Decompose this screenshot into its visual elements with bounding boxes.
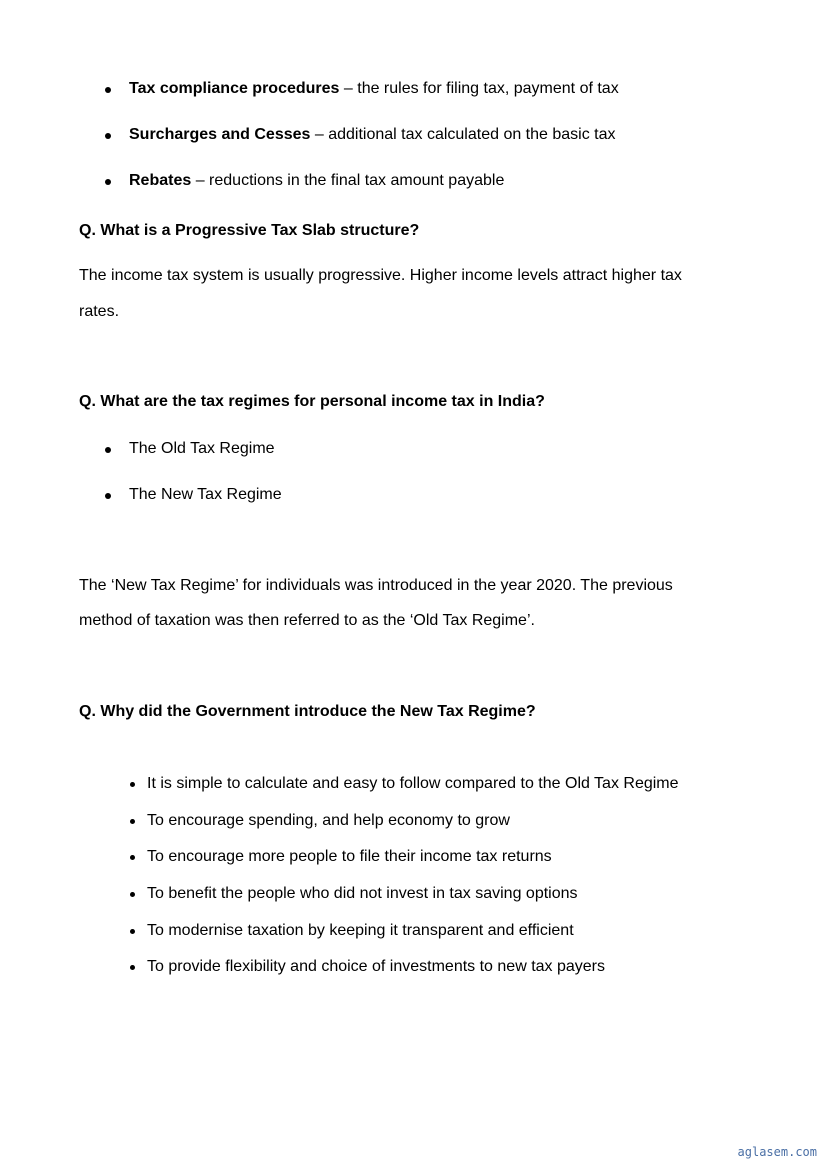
watermark-link[interactable]: aglasem.com — [737, 1145, 817, 1159]
list-item: To encourage spending, and help economy to grow — [147, 812, 510, 829]
bullet-icon — [130, 892, 135, 897]
bullet-icon — [130, 855, 135, 860]
list-item: The Old Tax Regime — [129, 440, 275, 457]
bullet-icon — [105, 447, 111, 453]
list-item: To modernise taxation by keeping it transparent and efficient — [147, 922, 574, 939]
list-item — [129, 126, 616, 144]
paragraph-text: method of taxation was then referred to as the ‘Old Tax Regime’. — [79, 612, 535, 629]
bullet-icon — [105, 493, 111, 499]
bullet-icon — [130, 819, 135, 824]
bullet-icon — [130, 929, 135, 934]
answer-text: rates. — [79, 303, 120, 320]
list-item: To encourage more people to file their income tax returns — [147, 848, 552, 865]
bullet-icon — [105, 179, 111, 185]
question-heading: Q. What are the tax regimes for personal income tax in India? — [79, 393, 545, 410]
list-item-term: Tax compliance procedures — [129, 80, 340, 97]
list-item: The New Tax Regime — [129, 486, 282, 503]
bullet-icon — [105, 133, 111, 139]
list-item-desc: – the rules for filing tax, payment of tax — [339, 80, 619, 97]
list-item-term: Rebates — [129, 172, 192, 189]
paragraph-text: The ‘New Tax Regime’ for individuals was introduced in the year 2020. The previous — [79, 577, 673, 594]
list-item: It is simple to calculate and easy to follow compared to the Old Tax Regime — [147, 775, 679, 792]
answer-text: The income tax system is usually progressive. Higher income levels attract higher tax — [79, 267, 682, 284]
list-item-desc: – reductions in the final tax amount payable — [191, 172, 505, 189]
list-item: To provide flexibility and choice of investments to new tax payers — [147, 958, 606, 975]
list-item: To benefit the people who did not invest in tax saving options — [147, 885, 578, 902]
bullet-icon — [105, 87, 111, 93]
question-heading: Q. Why did the Government introduce the New Tax Regime? — [79, 703, 536, 720]
list-item-term: Surcharges and Cesses — [129, 126, 311, 143]
question-heading: Q. What is a Progressive Tax Slab structure? — [79, 222, 420, 239]
list-item — [129, 80, 619, 98]
list-item — [129, 172, 504, 190]
bullet-icon — [130, 782, 135, 787]
list-item-desc: – additional tax calculated on the basic tax — [310, 126, 616, 143]
bullet-icon — [130, 965, 135, 970]
